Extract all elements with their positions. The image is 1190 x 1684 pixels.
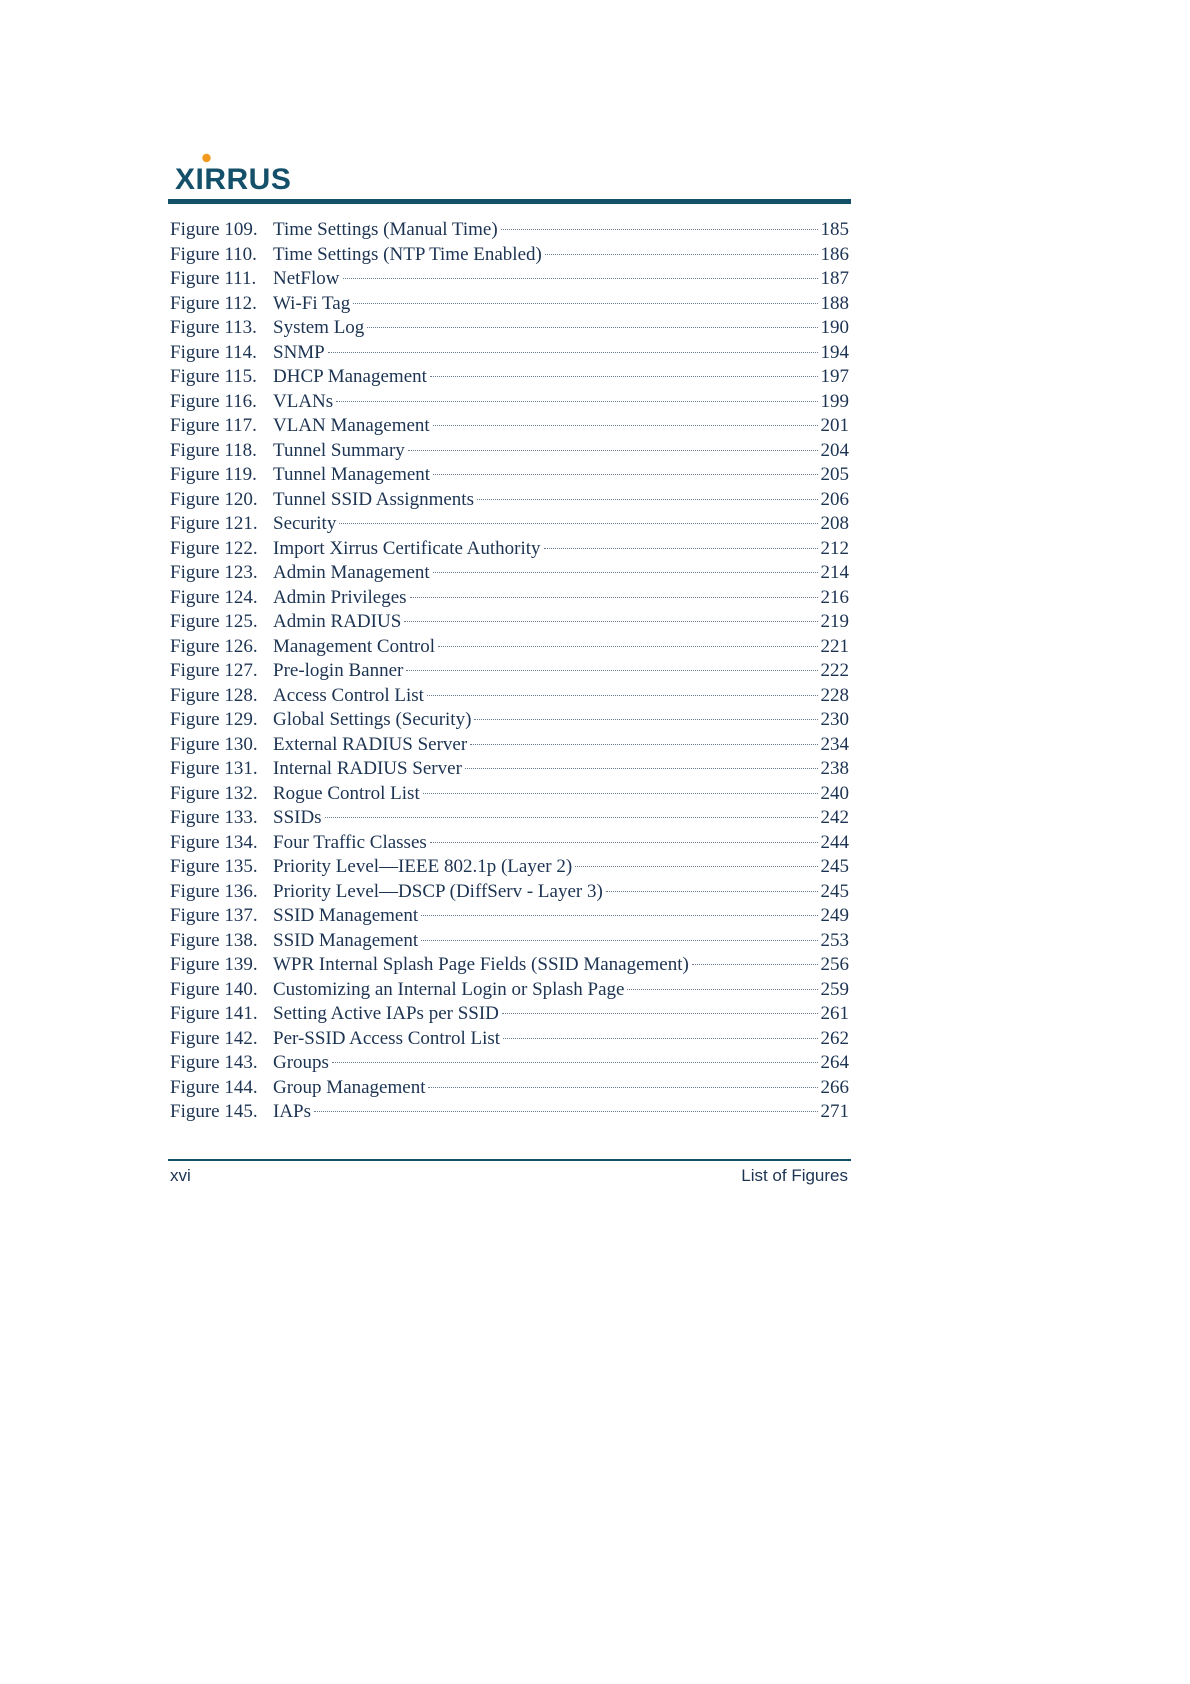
figure-title: Priority Level—DSCP (DiffServ - Layer 3) [273,880,603,902]
figure-number: Figure 142. [170,1027,258,1049]
dot-leader [423,793,818,794]
dot-leader [367,327,817,328]
toc-entry[interactable] [170,708,849,733]
figure-title: IAPs [273,1101,312,1122]
figure-page-number: 242 [820,807,849,828]
figure-number: Figure 118. [170,439,257,461]
figure-page-number: 256 [820,954,849,975]
figure-title: Access Control List [273,684,424,706]
dot-leader [343,278,818,279]
toc-entry[interactable] [170,267,849,292]
figure-title: Per-SSID Access Control List [273,1027,501,1049]
toc-entry[interactable] [170,929,849,954]
toc-entry[interactable] [170,390,849,415]
figure-title: Time Settings (NTP Time Enabled) [273,243,542,265]
figure-page-number: 266 [820,1076,849,1098]
header-rule [168,199,851,204]
figure-number: Figure 135. [170,856,258,877]
xirrus-logo [175,152,315,196]
figure-title: DHCP Management [273,366,427,387]
figure-title: SSID Management [273,905,419,926]
dot-leader [404,621,817,622]
dot-leader [575,866,817,867]
toc-entry[interactable] [170,610,849,635]
figure-number: Figure 140. [170,978,258,1000]
toc-entry[interactable] [170,831,849,856]
figure-title: Four Traffic Classes [273,831,427,853]
dot-leader [314,1111,817,1112]
figure-number: Figure 133. [170,807,258,828]
toc-entry[interactable] [170,782,849,807]
toc-entry[interactable] [170,684,849,709]
toc-entry[interactable] [170,341,849,366]
figure-title: VLANs [273,390,334,412]
figure-title: Groups [273,1052,329,1073]
figure-number: Figure 113. [170,317,257,338]
figure-number: Figure 123. [170,562,258,583]
toc-entry[interactable] [170,439,849,464]
figure-number: Figure 116. [170,390,257,412]
figure-number: Figure 115. [170,366,257,387]
figure-number: Figure 134. [170,831,258,853]
dot-leader [544,548,818,549]
toc-entry[interactable] [170,512,849,537]
toc-entry[interactable] [170,733,849,758]
figure-number: Figure 128. [170,684,258,706]
figure-title: Customizing an Internal Login or Splash Page [273,978,625,1000]
dot-leader [474,719,817,720]
figure-page-number: 262 [820,1027,849,1049]
toc-entry[interactable] [170,218,849,243]
figure-page-number: 194 [820,341,849,363]
dot-leader [353,303,817,304]
figure-title: Security [273,513,337,534]
figure-page-number: 238 [820,758,849,779]
figure-page-number: 245 [820,856,849,877]
figure-number: Figure 132. [170,782,258,804]
figure-number: Figure 117. [170,415,257,436]
figure-page-number: 187 [820,268,849,289]
figure-number: Figure 130. [170,733,258,755]
figure-page-number: 199 [820,390,849,412]
figure-title: SSID Management [273,929,419,951]
toc-entry[interactable] [170,1100,849,1125]
dot-leader [332,1062,818,1063]
figure-title: Admin Management [273,562,430,583]
figure-page-number: 188 [820,292,849,314]
figure-number: Figure 125. [170,611,258,632]
dot-leader [430,376,818,377]
figure-page-number: 214 [820,562,849,583]
figure-number: Figure 111. [170,268,257,289]
figure-title: Pre-login Banner [273,660,404,681]
dot-leader [501,229,818,230]
figure-page-number: 206 [820,488,849,510]
figure-number: Figure 114. [170,341,257,363]
figure-title: Setting Active IAPs per SSID [273,1003,499,1024]
figure-title: Admin RADIUS [273,611,402,632]
toc-entry[interactable] [170,1027,849,1052]
figure-number: Figure 112. [170,292,257,314]
toc-entry[interactable] [170,855,849,880]
figure-title: External RADIUS Server [273,733,468,755]
figure-title: Internal RADIUS Server [273,758,462,779]
figure-title: SSIDs [273,807,322,828]
dot-leader [408,450,818,451]
figure-number: Figure 145. [170,1101,258,1122]
figure-page-number: 228 [820,684,849,706]
dot-leader [328,352,818,353]
footer-section-title: List of Figures [741,1166,848,1185]
toc-entry[interactable] [170,463,849,488]
toc-entry[interactable] [170,365,849,390]
dot-leader [325,817,818,818]
figure-number: Figure 143. [170,1052,258,1073]
figure-title: Global Settings (Security) [273,709,472,730]
dot-leader [336,401,817,402]
figure-page-number: 249 [820,905,849,926]
dot-leader [438,646,818,647]
figure-page-number: 212 [820,537,849,559]
toc-entry[interactable] [170,586,849,611]
figure-page-number: 261 [820,1003,849,1024]
dot-leader [545,254,818,255]
toc-entry[interactable] [170,953,849,978]
figure-number: Figure 138. [170,929,258,951]
figure-page-number: 201 [820,415,849,436]
figure-page-number: 190 [820,317,849,338]
figure-number: Figure 141. [170,1003,258,1024]
figure-page-number: 204 [820,439,849,461]
figure-title: VLAN Management [273,415,430,436]
figure-page-number: 259 [820,978,849,1000]
figure-number: Figure 120. [170,488,258,510]
figure-number: Figure 109. [170,219,258,240]
figure-title: Import Xirrus Certificate Authority [273,537,541,559]
dot-leader [433,425,818,426]
xirrus-logo-mark [175,152,315,196]
figure-title: Admin Privileges [273,586,407,608]
figure-page-number: 205 [820,464,849,485]
list-of-figures [170,218,849,1125]
dot-leader [410,597,818,598]
dot-leader [433,572,818,573]
figure-title: Priority Level—IEEE 802.1p (Layer 2) [273,856,573,877]
figure-number: Figure 122. [170,537,258,559]
toc-entry[interactable] [170,537,849,562]
figure-title: Time Settings (Manual Time) [273,219,498,240]
figure-page-number: 197 [820,366,849,387]
svg-text:XIRRUS: XIRRUS [175,163,292,196]
figure-number: Figure 119. [170,464,257,485]
dot-leader [477,499,818,500]
toc-entry[interactable] [170,659,849,684]
figure-title: System Log [273,317,365,338]
figure-title: Tunnel SSID Assignments [273,488,474,510]
figure-number: Figure 126. [170,635,258,657]
dot-leader [502,1013,818,1014]
figure-title: SNMP [273,341,325,363]
dot-leader [627,989,817,990]
figure-page-number: 186 [820,243,849,265]
toc-entry[interactable] [170,561,849,586]
toc-entry[interactable] [170,757,849,782]
toc-entry[interactable] [170,488,849,513]
dot-leader [692,964,818,965]
toc-entry[interactable] [170,1002,849,1027]
figure-number: Figure 131. [170,758,258,779]
figure-number: Figure 127. [170,660,258,681]
figure-number: Figure 129. [170,709,258,730]
figure-number: Figure 110. [170,243,257,265]
dot-leader [470,744,817,745]
figure-page-number: 208 [820,513,849,534]
toc-entry[interactable] [170,292,849,317]
dot-leader [427,695,818,696]
figure-page-number: 271 [820,1101,849,1122]
toc-entry[interactable] [170,635,849,660]
figure-page-number: 253 [820,929,849,951]
figure-title: NetFlow [273,268,340,289]
dot-leader [503,1038,817,1039]
figure-number: Figure 121. [170,513,258,534]
figure-title: Group Management [273,1076,426,1098]
figure-title: WPR Internal Splash Page Fields (SSID Management) [273,954,689,975]
toc-entry[interactable] [170,978,849,1003]
figure-page-number: 221 [820,635,849,657]
figure-number: Figure 137. [170,905,258,926]
dot-leader [421,915,817,916]
toc-entry[interactable] [170,316,849,341]
dot-leader [428,1087,817,1088]
figure-title: Tunnel Management [273,464,431,485]
dot-leader [606,891,818,892]
toc-entry[interactable] [170,1076,849,1101]
footer-rule [168,1159,851,1161]
figure-page-number: 222 [820,660,849,681]
figure-page-number: 264 [820,1052,849,1073]
toc-entry[interactable] [170,904,849,929]
figure-number: Figure 139. [170,954,258,975]
figure-page-number: 245 [820,880,849,902]
figure-title: Rogue Control List [273,782,420,804]
toc-entry[interactable] [170,1051,849,1076]
figure-page-number: 240 [820,782,849,804]
figure-number: Figure 144. [170,1076,258,1098]
figure-page-number: 185 [820,219,849,240]
dot-leader [406,670,817,671]
toc-entry[interactable] [170,806,849,831]
figure-page-number: 230 [820,709,849,730]
dot-leader [430,842,818,843]
toc-entry[interactable] [170,880,849,905]
figure-page-number: 216 [820,586,849,608]
figure-page-number: 244 [820,831,849,853]
figure-title: Wi-Fi Tag [273,292,351,314]
figure-title: Management Control [273,635,435,657]
figure-page-number: 234 [820,733,849,755]
figure-page-number: 219 [820,611,849,632]
footer-page-number: xvi [170,1166,191,1185]
toc-entry[interactable] [170,243,849,268]
toc-entry[interactable] [170,414,849,439]
dot-leader [421,940,817,941]
dot-leader [465,768,818,769]
figure-number: Figure 124. [170,586,258,608]
figure-title: Tunnel Summary [273,439,405,461]
figure-number: Figure 136. [170,880,258,902]
dot-leader [433,474,817,475]
dot-leader [339,523,817,524]
